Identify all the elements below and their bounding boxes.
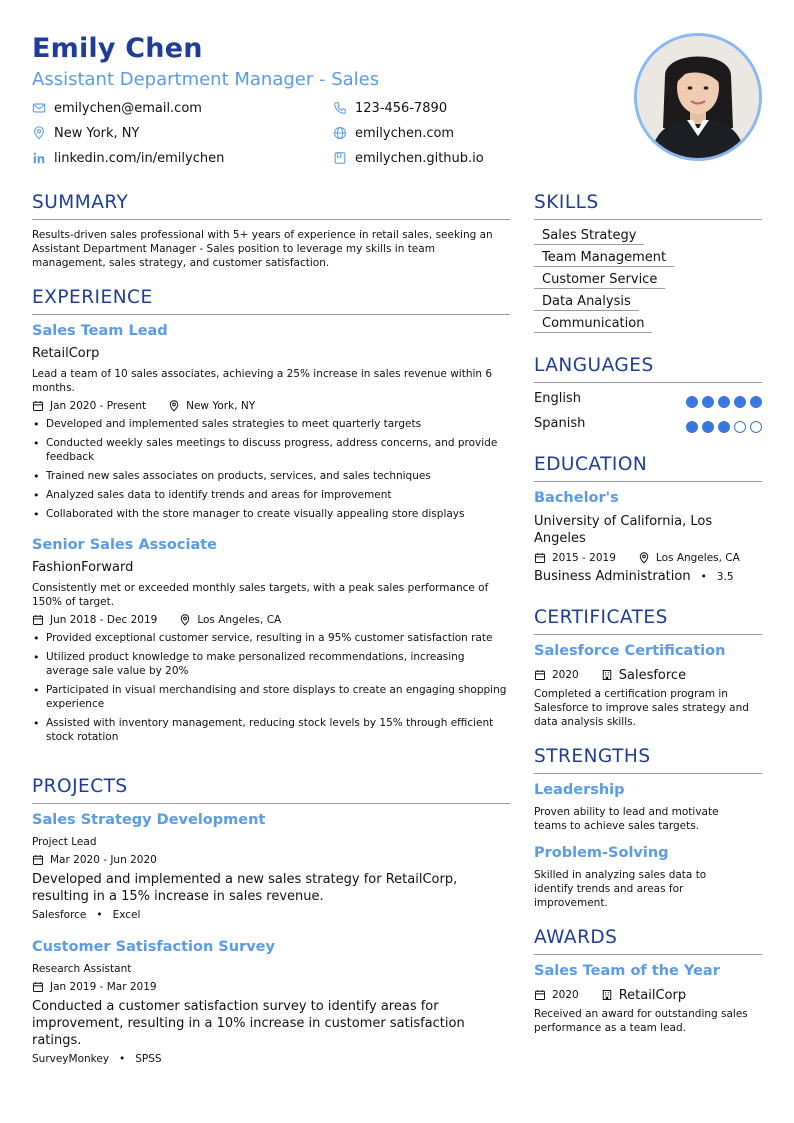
proficiency-dot-filled bbox=[718, 421, 730, 433]
certificates-divider bbox=[534, 634, 762, 635]
calendar-icon bbox=[32, 614, 44, 626]
job-company: RetailCorp bbox=[32, 346, 100, 361]
project-dates: Jan 2019 - Mar 2019 bbox=[50, 981, 157, 993]
certificate-issuer: Salesforce bbox=[618, 667, 687, 683]
project-description: Conducted a customer satisfaction survey to identify areas for improvement, resulting in a 10% increase in customer satisfaction ratings. bbox=[32, 999, 465, 1048]
candidate-title: Assistant Department Manager - Sales bbox=[32, 69, 380, 90]
language-name: English bbox=[534, 391, 581, 406]
profile-photo bbox=[634, 33, 762, 161]
contact-location bbox=[32, 124, 139, 142]
job-company: FashionForward bbox=[32, 560, 134, 575]
job-location: New York, NY bbox=[186, 400, 256, 412]
contact-website[interactable] bbox=[333, 124, 454, 142]
skills-heading: SKILLS bbox=[534, 192, 599, 213]
job-meta bbox=[32, 399, 255, 413]
project-description: Developed and implemented a new sales strategy for RetailCorp, resulting in a 15% increase in sales revenue. bbox=[32, 872, 458, 904]
job-bullets bbox=[32, 417, 510, 526]
project-tools: Salesforce • Excel bbox=[32, 909, 141, 921]
awards-heading: AWARDS bbox=[534, 927, 618, 948]
location-pin-icon bbox=[32, 126, 46, 140]
skill-tag: Sales Strategy bbox=[534, 228, 644, 245]
language-level bbox=[686, 396, 762, 408]
proficiency-dot-filled bbox=[702, 396, 714, 408]
location-pin-icon bbox=[168, 400, 180, 412]
certificates-heading: CERTIFICATES bbox=[534, 607, 668, 628]
education-meta bbox=[534, 551, 740, 565]
summary-divider bbox=[32, 219, 510, 220]
strength-description: Proven ability to lead and motivate teams to achieve sales targets. bbox=[534, 806, 719, 832]
list-item: • Conducted weekly sales meetings to discuss progress, address concerns, and provide feedback bbox=[32, 436, 510, 464]
contact-linkedin[interactable] bbox=[32, 149, 224, 167]
linkedin-icon bbox=[32, 151, 46, 165]
proficiency-dot-filled bbox=[702, 421, 714, 433]
list-item: • Analyzed sales data to identify trends and areas for improvement bbox=[32, 488, 510, 502]
location-pin-icon bbox=[179, 614, 191, 626]
job-description: Consistently met or exceeded monthly sales targets, with a peak sales performance of 150% of target. bbox=[32, 582, 489, 608]
summary-heading: SUMMARY bbox=[32, 192, 129, 213]
languages-divider bbox=[534, 382, 762, 383]
calendar-icon bbox=[32, 854, 44, 866]
language-level bbox=[686, 421, 762, 433]
experience-divider bbox=[32, 314, 510, 315]
tool-tag: SurveyMonkey bbox=[32, 1053, 110, 1065]
job-title: Sales Team Lead bbox=[32, 323, 168, 339]
skill-tag: Communication bbox=[534, 316, 652, 333]
education-school: University of California, Los Angeles bbox=[534, 514, 713, 546]
contact-email[interactable] bbox=[32, 99, 202, 117]
calendar-icon bbox=[534, 552, 546, 564]
calendar-icon bbox=[32, 981, 44, 993]
candidate-name: Emily Chen bbox=[32, 33, 203, 64]
proficiency-dot-filled bbox=[686, 396, 698, 408]
language-name: Spanish bbox=[534, 416, 586, 431]
project-role: Project Lead bbox=[32, 836, 97, 848]
education-divider bbox=[534, 481, 762, 482]
awards-divider bbox=[534, 954, 762, 955]
list-item: • Trained new sales associates on products, services, and sales techniques bbox=[32, 469, 510, 483]
proficiency-dot-empty bbox=[750, 421, 762, 433]
phone-text: 123-456-7890 bbox=[355, 100, 448, 116]
job-description: Lead a team of 10 sales associates, achieving a 25% increase in sales revenue within 6 months. bbox=[32, 368, 493, 394]
award-title: Sales Team of the Year bbox=[534, 963, 720, 979]
proficiency-dot-filled bbox=[750, 396, 762, 408]
proficiency-dot-filled bbox=[734, 396, 746, 408]
portfolio-icon bbox=[333, 151, 347, 165]
award-meta bbox=[534, 987, 686, 1003]
projects-divider bbox=[32, 803, 510, 804]
tool-tag: SPSS bbox=[135, 1053, 162, 1065]
award-year: 2020 bbox=[552, 989, 579, 1001]
job-dates: Jan 2020 - Present bbox=[50, 400, 147, 412]
projects-heading: PROJECTS bbox=[32, 776, 128, 797]
calendar-icon bbox=[32, 400, 44, 412]
certificate-meta bbox=[534, 667, 686, 683]
mail-icon bbox=[32, 101, 46, 115]
award-description: Received an award for outstanding sales performance as a team lead. bbox=[534, 1008, 748, 1034]
award-issuer: RetailCorp bbox=[618, 987, 687, 1003]
project-role: Research Assistant bbox=[32, 963, 132, 975]
location-text: New York, NY bbox=[54, 125, 140, 141]
email-text: emilychen@email.com bbox=[54, 100, 202, 116]
job-bullets bbox=[32, 631, 510, 749]
list-item: • Provided exceptional customer service, resulting in a 95% customer satisfaction rate bbox=[32, 631, 510, 645]
building-icon bbox=[601, 669, 613, 681]
github-text: emilychen.github.io bbox=[355, 150, 484, 166]
strengths-heading: STRENGTHS bbox=[534, 746, 651, 767]
skill-tag: Data Analysis bbox=[534, 294, 639, 311]
globe-icon bbox=[333, 126, 347, 140]
project-tools: SurveyMonkey • SPSS bbox=[32, 1053, 162, 1065]
strength-title: Leadership bbox=[534, 782, 625, 798]
certificate-title: Salesforce Certification bbox=[534, 643, 726, 659]
job-dates: Jun 2018 - Dec 2019 bbox=[50, 614, 158, 626]
experience-heading: EXPERIENCE bbox=[32, 287, 153, 308]
calendar-icon bbox=[534, 989, 546, 1001]
strengths-divider bbox=[534, 773, 762, 774]
proficiency-dot-filled bbox=[686, 421, 698, 433]
tool-tag: Salesforce bbox=[32, 909, 87, 921]
skill-tag: Team Management bbox=[534, 250, 674, 267]
skill-tag: Customer Service bbox=[534, 272, 665, 289]
strength-title: Problem-Solving bbox=[534, 845, 669, 861]
tool-tag: Excel bbox=[112, 909, 141, 921]
calendar-icon bbox=[534, 669, 546, 681]
education-field-row: Business Administration • 3.5 bbox=[534, 569, 734, 584]
contact-phone[interactable] bbox=[333, 99, 447, 117]
skills-divider bbox=[534, 219, 762, 220]
project-meta bbox=[32, 980, 157, 994]
education-gpa: 3.5 bbox=[716, 570, 734, 583]
list-item: • Assisted with inventory management, reducing stock levels by 15% through efficient stock rotation bbox=[32, 716, 510, 744]
strength-description: Skilled in analyzing sales data to identify trends and areas for improvement. bbox=[534, 869, 707, 909]
contact-github[interactable] bbox=[333, 149, 484, 167]
summary-text: Results-driven sales professional with 5+ years of experience in retail sales, seeking an Assistant Department Manager - Sales position to leverage my skills in team management, sales strategy, and customer satisfaction. bbox=[32, 229, 493, 269]
proficiency-dot-empty bbox=[734, 421, 746, 433]
building-icon bbox=[601, 989, 613, 1001]
location-pin-icon bbox=[638, 552, 650, 564]
certificate-year: 2020 bbox=[552, 669, 579, 681]
list-item: • Developed and implemented sales strategies to meet quarterly targets bbox=[32, 417, 510, 431]
project-meta bbox=[32, 853, 157, 867]
phone-icon bbox=[333, 101, 347, 115]
list-item: • Collaborated with the store manager to create visually appealing store displays bbox=[32, 507, 510, 521]
job-location: Los Angeles, CA bbox=[197, 614, 282, 626]
education-dates: 2015 - 2019 bbox=[552, 552, 616, 564]
education-field: Business Administration bbox=[534, 569, 691, 584]
education-heading: EDUCATION bbox=[534, 454, 648, 475]
website-text: emilychen.com bbox=[355, 125, 455, 141]
job-title: Senior Sales Associate bbox=[32, 537, 218, 553]
job-meta bbox=[32, 613, 281, 627]
project-title: Sales Strategy Development bbox=[32, 812, 266, 828]
education-location: Los Angeles, CA bbox=[655, 552, 740, 564]
certificate-description: Completed a certification program in Salesforce to improve sales strategy and data analysis skills. bbox=[534, 688, 749, 728]
linkedin-text: linkedin.com/in/emilychen bbox=[54, 150, 225, 166]
languages-heading: LANGUAGES bbox=[534, 355, 654, 376]
education-degree: Bachelor's bbox=[534, 490, 619, 506]
project-dates: Mar 2020 - Jun 2020 bbox=[50, 854, 157, 866]
project-title: Customer Satisfaction Survey bbox=[32, 939, 275, 955]
list-item: • Participated in visual merchandising and store displays to create an engaging shopping experience bbox=[32, 683, 510, 711]
list-item: • Utilized product knowledge to make personalized recommendations, increasing average sale value by 20% bbox=[32, 650, 510, 678]
proficiency-dot-filled bbox=[718, 396, 730, 408]
